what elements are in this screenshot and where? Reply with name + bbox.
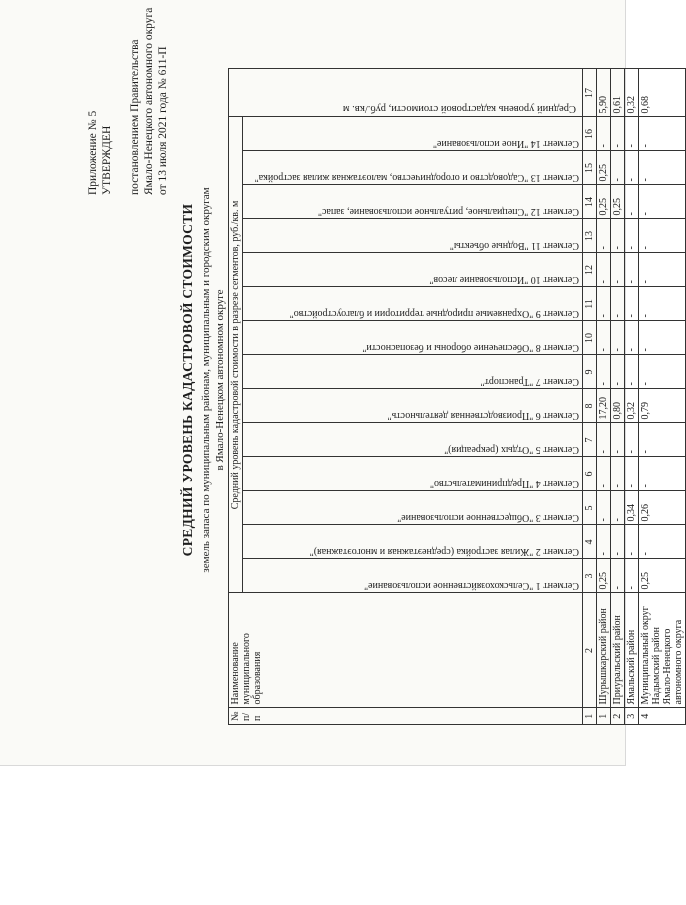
row-number: 3: [625, 708, 639, 725]
header-segment-label: Сегмент 8 "Обеспечение обороны и безопасности": [362, 342, 579, 354]
document-title: СРЕДНИЙ УРОВЕНЬ КАДАСТРОВОЙ СТОИМОСТИ: [180, 203, 195, 557]
segment-value: -: [639, 117, 686, 151]
row-number: 4: [639, 708, 686, 725]
average-value: 5,90: [597, 69, 611, 117]
segment-value: -: [597, 117, 611, 151]
approval-line-3: постановлением Правительства: [129, 39, 141, 195]
segment-value: -: [597, 457, 611, 491]
municipality-name: Приуральский район: [611, 593, 625, 708]
segment-value: -: [639, 321, 686, 355]
segment-value: -: [639, 457, 686, 491]
column-number: 10: [583, 321, 597, 355]
column-number: 4: [583, 525, 597, 559]
segment-value: -: [639, 151, 686, 185]
header-segment-12: [243, 185, 583, 219]
segment-value: 0,80: [611, 389, 625, 423]
segment-value: -: [611, 559, 625, 593]
municipality-name: Ямальский район: [625, 593, 639, 708]
header-segment-3: [243, 491, 583, 525]
column-number: 8: [583, 389, 597, 423]
header-segment-14: [243, 117, 583, 151]
column-number: 2: [583, 593, 597, 708]
segment-value: -: [625, 117, 639, 151]
approval-line-2: УТВЕРЖДЕН: [101, 125, 113, 195]
header-segment-4: [243, 457, 583, 491]
header-municipality: Наименование муниципального образования: [229, 593, 583, 708]
column-number: 13: [583, 219, 597, 253]
column-number: 12: [583, 253, 597, 287]
column-number: 15: [583, 151, 597, 185]
column-number: 3: [583, 559, 597, 593]
segment-value: -: [625, 457, 639, 491]
document-subtitle-1: земель запаса по муниципальным районам, муниципальным и городским округам: [200, 187, 212, 573]
table-row: [639, 69, 686, 725]
column-number: 6: [583, 457, 597, 491]
segment-value: 0,79: [639, 389, 686, 423]
segment-value: -: [625, 287, 639, 321]
header-segment-group: Средний уровень кадастровой стоимости в разрезе сегментов, руб./кв. м: [229, 117, 243, 593]
segment-value: -: [611, 525, 625, 559]
segment-value: 0,25: [639, 559, 686, 593]
column-number: 5: [583, 491, 597, 525]
segment-value: 0,25: [597, 559, 611, 593]
header-average: [229, 69, 583, 117]
segment-value: -: [611, 253, 625, 287]
column-number: 17: [583, 69, 597, 117]
header-segment-9: [243, 287, 583, 321]
municipality-name: Шурышкарский район: [597, 593, 611, 708]
average-value: 0,61: [611, 69, 625, 117]
segment-value: -: [625, 525, 639, 559]
segment-value: 17,20: [597, 389, 611, 423]
header-segment-label: Сегмент 12 "Специальное, ритуальное использование, запас": [317, 206, 579, 218]
segment-value: -: [611, 457, 625, 491]
segment-value: -: [611, 423, 625, 457]
column-number: 14: [583, 185, 597, 219]
segment-value: -: [611, 117, 625, 151]
segment-value: -: [625, 185, 639, 219]
header-segment-label: Сегмент 5 "Отдых (рекреация)": [444, 444, 579, 456]
header-number: № п/п: [229, 708, 583, 725]
segment-value: -: [611, 321, 625, 355]
segment-value: -: [611, 355, 625, 389]
segment-value: -: [611, 219, 625, 253]
column-number: 16: [583, 117, 597, 151]
header-segment-label: Сегмент 2 "Жилая застройка (среднеэтажная и многоэтажная)": [309, 546, 579, 558]
header-segment-10: [243, 253, 583, 287]
segment-value: -: [597, 219, 611, 253]
segment-value: -: [597, 355, 611, 389]
header-average-label: Средний уровень кадастровой стоимости, руб./кв. м: [342, 103, 576, 115]
segment-value: -: [597, 253, 611, 287]
header-segment-5: [243, 423, 583, 457]
approval-line-1: Приложение № 5: [87, 110, 99, 195]
header-segment-label: Сегмент 14 "Иное использование": [432, 138, 579, 150]
segment-value: -: [625, 423, 639, 457]
header-segment-label: Сегмент 1 "Сельскохозяйственное использование": [364, 580, 579, 592]
segment-value: -: [639, 423, 686, 457]
segment-value: -: [597, 491, 611, 525]
header-segment-label: Сегмент 9 "Охраняемые природные территории и благоустройство": [289, 308, 579, 320]
segment-value: -: [625, 559, 639, 593]
header-segment-6: [243, 389, 583, 423]
segment-value: -: [625, 355, 639, 389]
column-number: 1: [583, 708, 597, 725]
segment-value: 0,25: [597, 151, 611, 185]
average-value: 0,32: [625, 69, 639, 117]
segment-value: -: [639, 219, 686, 253]
segment-value: -: [611, 151, 625, 185]
column-number: 9: [583, 355, 597, 389]
segment-value: 0,32: [625, 389, 639, 423]
municipality-name: Муниципальный округ Надымский район Ямало-Ненецкого автономного округа: [639, 593, 686, 708]
segment-value: -: [625, 253, 639, 287]
header-segment-label: Сегмент 13 "Садоводство и огородничество, малоэтажная жилая застройка": [254, 172, 579, 184]
segment-value: -: [597, 321, 611, 355]
table-row: [611, 69, 625, 725]
header-segment-8: [243, 321, 583, 355]
segment-value: 0,25: [597, 185, 611, 219]
segment-value: -: [597, 287, 611, 321]
segment-value: 0,34: [625, 491, 639, 525]
segment-value: -: [625, 219, 639, 253]
approval-line-4: Ямало-Ненецкого автономного округа: [143, 7, 155, 195]
header-segment-label: Сегмент 3 "Общественное использование": [397, 512, 579, 524]
cadastral-value-table: [228, 68, 686, 725]
segment-value: -: [639, 355, 686, 389]
segment-value: -: [611, 287, 625, 321]
table-row: [625, 69, 639, 725]
segment-value: -: [639, 253, 686, 287]
header-segment-7: [243, 355, 583, 389]
segment-value: -: [625, 321, 639, 355]
header-segment-1: [243, 559, 583, 593]
segment-value: -: [639, 185, 686, 219]
average-value: 0,68: [639, 69, 686, 117]
column-number: 11: [583, 287, 597, 321]
segment-value: -: [639, 525, 686, 559]
header-segment-13: [243, 151, 583, 185]
segment-value: 0,26: [639, 491, 686, 525]
header-segment-label: Сегмент 7 "Транспорт": [480, 376, 579, 388]
header-segment-2: [243, 525, 583, 559]
segment-value: 0,25: [611, 185, 625, 219]
document-subtitle-2: в Ямало-Ненецком автономном округе: [214, 289, 226, 471]
table-row: [597, 69, 611, 725]
header-segment-11: [243, 219, 583, 253]
row-number: 1: [597, 708, 611, 725]
header-segment-label: Сегмент 4 "Предпринимательство": [429, 478, 579, 490]
row-number: 2: [611, 708, 625, 725]
segment-value: -: [611, 491, 625, 525]
header-segment-label: Сегмент 10 "Использование лесов": [429, 274, 579, 286]
column-number: 7: [583, 423, 597, 457]
header-segment-label: Сегмент 11 "Водные объекты": [449, 240, 579, 252]
segment-value: -: [597, 525, 611, 559]
segment-value: -: [597, 423, 611, 457]
segment-value: -: [625, 151, 639, 185]
approval-line-5: от 13 июля 2021 года № 611-П: [157, 46, 169, 195]
segment-value: -: [639, 287, 686, 321]
header-segment-label: Сегмент 6 "Производственная деятельность": [387, 410, 579, 422]
